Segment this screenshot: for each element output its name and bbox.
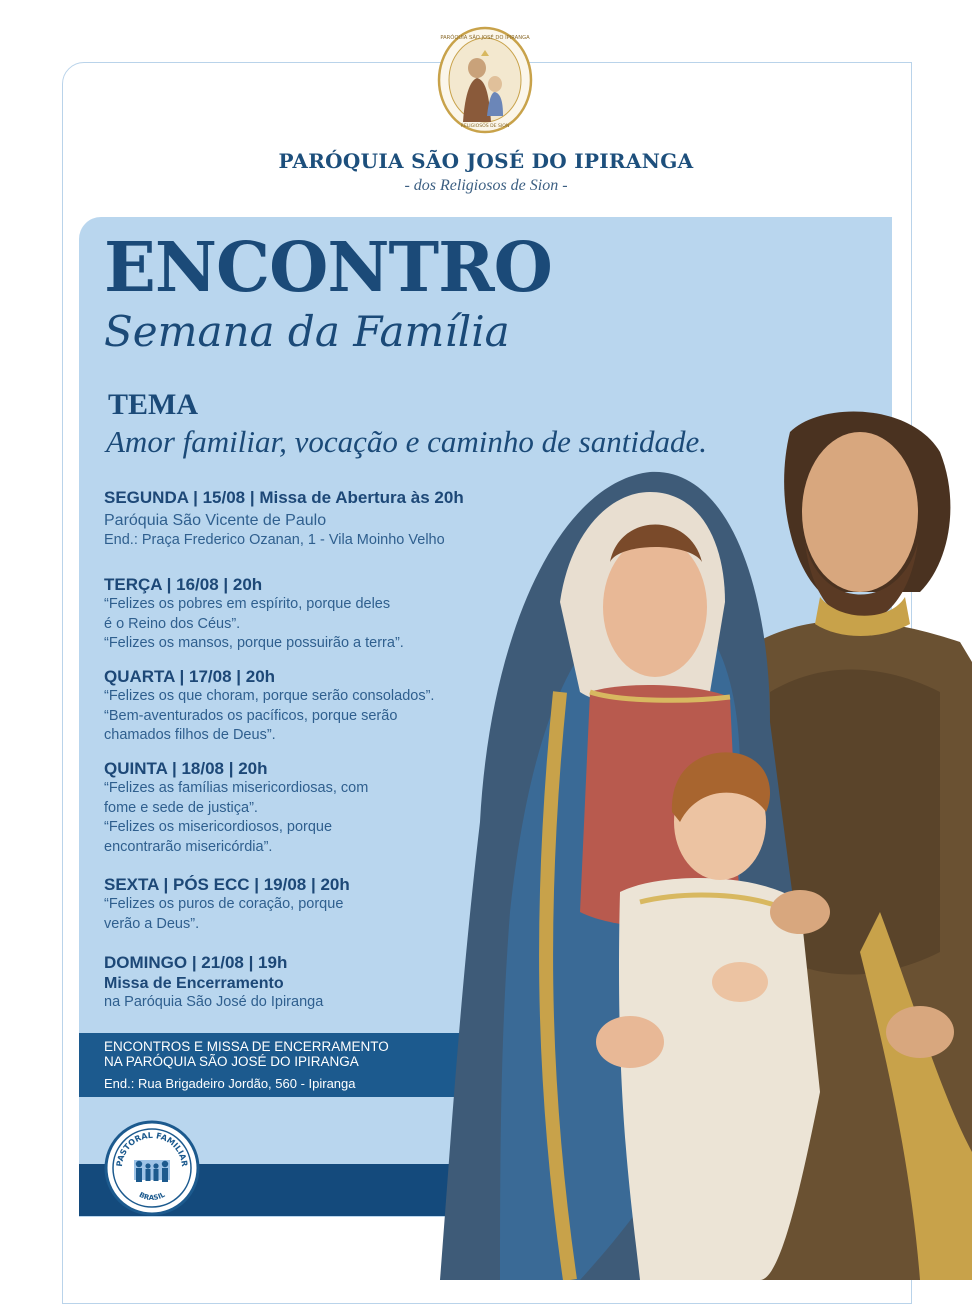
schedule-heading: QUINTA | 18/08 | 20h (104, 759, 268, 778)
seal-text-top: PARÓQUIA SÃO JOSÉ DO IPIRANGA (440, 35, 530, 41)
info-address: End.: Rua Brigadeiro Jordão, 560 - Ipiranga (104, 1076, 356, 1091)
theme-label: TEMA (108, 388, 198, 421)
schedule-heading: QUARTA | 17/08 | 20h (104, 667, 276, 686)
schedule-line: é o Reino dos Céus”. (104, 615, 241, 632)
schedule-item-sunday (104, 953, 323, 1013)
schedule-place: Paróquia São Vicente de Paulo (104, 512, 327, 529)
parish-seal-icon (437, 26, 533, 134)
seal-text-bottom: RELIGIOSOS DE SION (460, 124, 510, 129)
schedule-line: “Felizes as famílias misericordiosas, com (104, 780, 369, 796)
schedule-closing-mass: Missa de Encerramento (104, 975, 284, 992)
schedule-line: “Felizes os misericordiosos, porque (104, 819, 333, 835)
schedule-item-thursday (104, 759, 368, 857)
event-title: ENCONTRO (104, 228, 552, 308)
schedule-item-wednesday (104, 667, 434, 746)
schedule-line: fome e sede de justiça”. (104, 799, 258, 816)
parish-subtitle: - dos Religiosos de Sion - (404, 177, 568, 194)
theme-text: Amor familiar, vocação e caminho de santidade. (106, 424, 707, 459)
info-line-1: ENCONTROS E MISSA DE ENCERRAMENTO (104, 1039, 389, 1054)
schedule-address: End.: Praça Frederico Ozanan, 1 - Vila Moinho Velho (104, 532, 445, 548)
schedule-place: na Paróquia São José do Ipiranga (104, 994, 324, 1010)
schedule-item-tuesday (104, 575, 404, 654)
holy-family-statue-image (440, 392, 972, 1280)
parish-name: PARÓQUIA SÃO JOSÉ DO IPIRANGA (278, 149, 694, 173)
schedule-item-monday (104, 488, 464, 548)
schedule-line: “Felizes os mansos, porque possuirão a terra”. (104, 635, 404, 651)
logo-bottom-text: BRASIL (137, 1190, 167, 1203)
info-line-2: NA PARÓQUIA SÃO JOSÉ DO IPIRANGA (104, 1054, 359, 1069)
schedule-heading: SEGUNDA | 15/08 | Missa de Abertura às 20h (104, 488, 464, 507)
schedule-line: “Felizes os puros de coração, porque (104, 896, 344, 912)
pastoral-familiar-logo-icon (104, 1120, 200, 1216)
schedule-line: “Felizes os pobres em espírito, porque deles (104, 596, 391, 612)
event-subtitle: Semana da Família (104, 307, 510, 356)
schedule-line: chamados filhos de Deus”. (104, 727, 276, 743)
logo-top-text: PASTORAL FAMILIAR (114, 1130, 190, 1168)
schedule-line: verão a Deus”. (104, 915, 200, 932)
schedule-heading: DOMINGO | 21/08 | 19h (104, 953, 288, 972)
schedule-heading: SEXTA | PÓS ECC | 19/08 | 20h (104, 875, 350, 894)
schedule-item-friday (104, 875, 350, 934)
schedule-heading: TERÇA | 16/08 | 20h (104, 575, 263, 594)
schedule-line: “Felizes os que choram, porque serão consolados”. (104, 688, 435, 704)
schedule-line: encontrarão misericórdia”. (104, 838, 273, 855)
schedule-line: “Bem-aventurados os pacíficos, porque serão (104, 707, 398, 724)
